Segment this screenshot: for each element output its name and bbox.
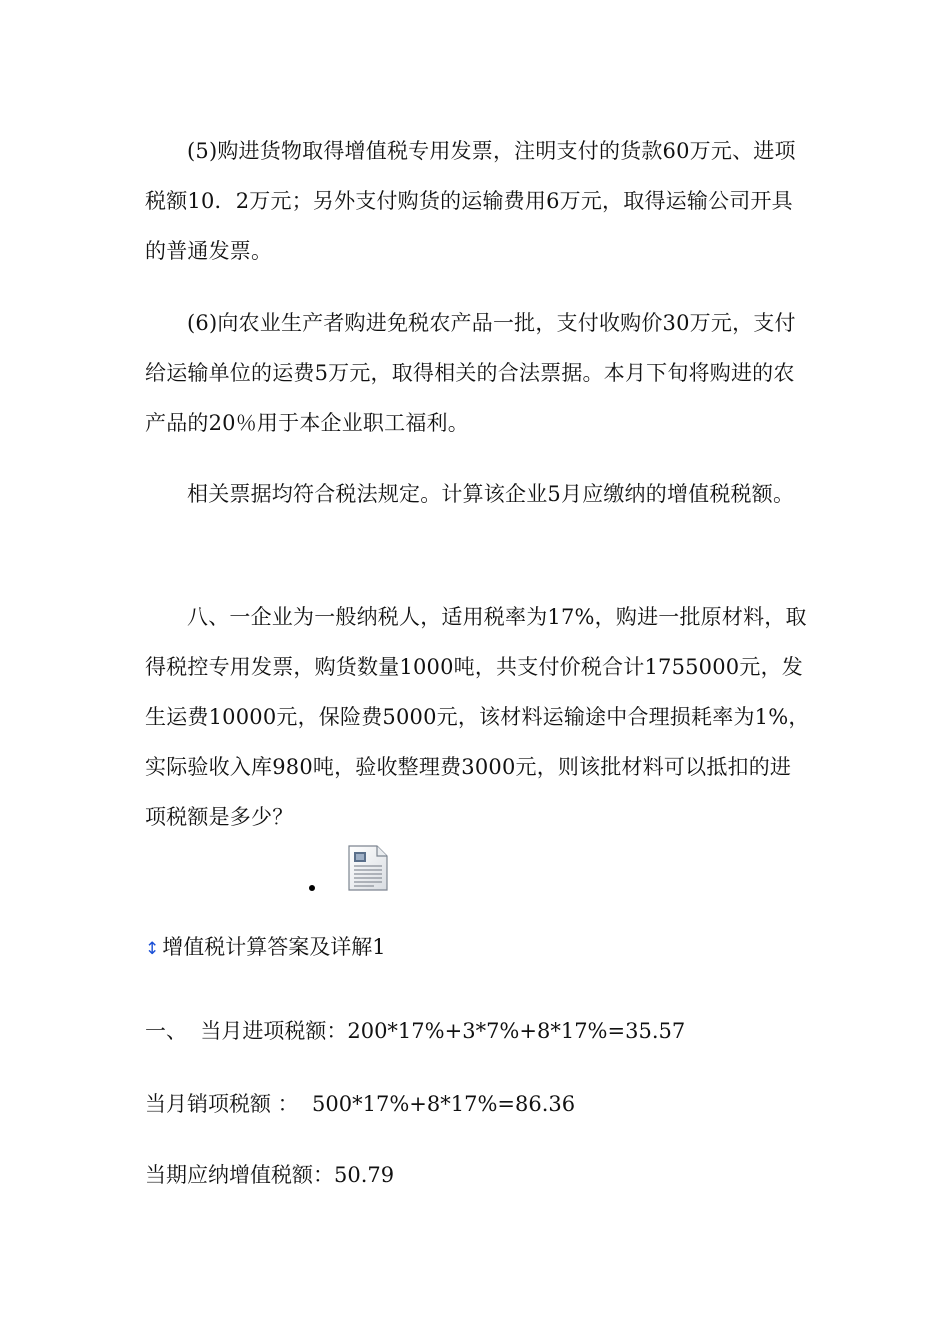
answer-heading-text: 增值税计算答案及详解1: [162, 935, 386, 959]
paragraph-note: 相关票据均符合税法规定。计算该企业5月应缴纳的增值税税额。: [187, 482, 795, 506]
paragraph-item-5: (5)购进货物取得增值税专用发票，注明支付的货款60万元、进项税额10．2万元；另外支付购货的运输费用6万元，取得运输公司开具的普通发票。: [145, 139, 796, 263]
answer-line-payable-tax: 当期应纳增值税额：50.79: [145, 1163, 395, 1187]
paragraph-question-8: 八、一企业为一般纳税人，适用税率为17%，购进一批原材料，取得税控专用发票，购货数量1000吨，共支付价税合计1755000元，发生运费10000元，保险费5000元，该材料运输途中合理损耗率为1%，实际验收入库980吨，验收整理费3000元，则该批材料可以抵扣的进项税额是多少？: [145, 605, 810, 829]
answer-line-output-tax: 当月销项税额 ： 500*17%+8*17%=86.36: [145, 1092, 576, 1116]
answer-line-input-tax: 一、 当月进项税额：200*17%+3*7%+8*17%=35.57: [145, 1019, 686, 1043]
paragraph-item-6: (6)向农业生产者购进免税农产品一批，支付收购价30万元，支付给运输单位的运费5万元，取得相关的合法票据。本月下旬将购进的农产品的20％用于本企业职工福利。: [145, 311, 796, 435]
anchor-marker-icon: ↕: [145, 939, 160, 959]
bullet-dot: [309, 885, 315, 891]
document-icon[interactable]: [348, 845, 388, 891]
answer-heading: [145, 932, 386, 964]
